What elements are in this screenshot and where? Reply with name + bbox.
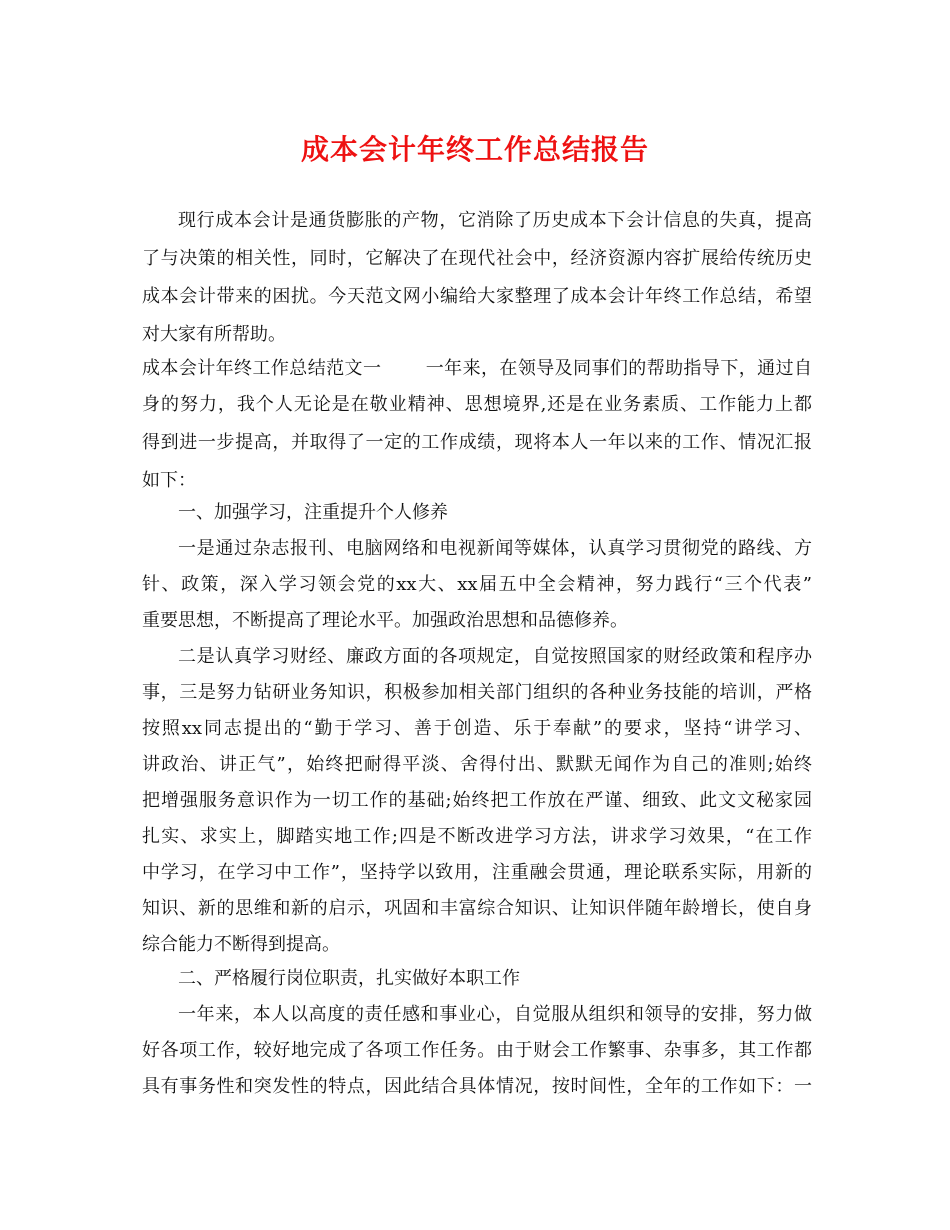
paragraph-line: 把增强服务意识作为一切工作的基础;始终把工作放在严谨、细致、此文文秘家园 <box>142 790 812 811</box>
paragraph-line: 对大家有所帮助。 <box>142 324 286 345</box>
paragraph-line: 得到进一步提高，并取得了一定的工作成绩，现将本人一年以来的工作、情况汇报 <box>142 432 812 453</box>
paragraph-line: 综合能力不断得到提高。 <box>142 934 340 955</box>
paragraph-line: 讲政治、讲正气”，始终把耐得平淡、舍得付出、默默无闻作为自己的准则;始终 <box>142 754 812 775</box>
paragraph-line: 现行成本会计是通货膨胀的产物，它消除了历史成本下会计信息的失真，提高 <box>178 210 812 231</box>
section-heading: 二、严格履行岗位职责，扎实做好本职工作 <box>178 968 520 989</box>
paragraph-line: 扎实、求实上，脚踏实地工作;四是不断改进学习方法，讲求学习效果，“在工作 <box>142 826 812 847</box>
paragraph-text: 一年来，在领导及同事们的帮助指导下，通过自 <box>425 358 812 379</box>
paragraph-line: 好各项工作，较好地完成了各项工作任务。由于财会工作繁事、杂事多，其工作都 <box>142 1040 812 1061</box>
paragraph-line: 按照xx同志提出的“勤于学习、善于创造、乐于奉献”的要求，坚持“讲学习、 <box>142 718 812 739</box>
paragraph-line: 具有事务性和突发性的特点，因此结合具体情况，按时间性，全年的工作如下：一 <box>142 1076 812 1097</box>
paragraph-line: 重要思想，不断提高了理论水平。加强政治思想和品德修养。 <box>142 610 628 631</box>
document-title: 成本会计年终工作总结报告 <box>300 133 649 166</box>
paragraph-line: 身的努力，我个人无论是在敬业精神、思想境界,还是在业务素质、工作能力上都 <box>142 394 812 415</box>
paragraph-line: 事，三是努力钻研业务知识，积极参加相关部门组织的各种业务技能的培训，严格 <box>142 682 812 703</box>
paragraph-line: 针、政策，深入学习领会党的xx大、xx届五中全会精神，努力践行“三个代表” <box>142 574 812 595</box>
paragraph-line: 成本会计带来的困扰。今天范文网小编给大家整理了成本会计年终工作总结，希望 <box>142 286 812 307</box>
paragraph-line <box>142 350 812 388</box>
paragraph-line: 中学习，在学习中工作”，坚持学以致用，注重融会贯通，理论联系实际，用新的 <box>142 862 812 883</box>
paragraph-line: 一年来，本人以高度的责任感和事业心，自觉服从组织和领导的安排，努力做 <box>178 1004 812 1025</box>
paragraph-line: 知识、新的思维和新的启示，巩固和丰富综合知识、让知识伴随年龄增长，使自身 <box>142 898 812 919</box>
paragraph-line: 二是认真学习财经、廉政方面的各项规定，自觉按照国家的财经政策和程序办 <box>178 646 812 667</box>
paragraph-line: 如下： <box>142 470 196 491</box>
section-heading: 一、加强学习，注重提升个人修养 <box>178 502 448 523</box>
paragraph-line: 了与决策的相关性，同时，它解决了在现代社会中，经济资源内容扩展给传统历史 <box>142 248 812 269</box>
section-heading: 成本会计年终工作总结范文一 <box>142 358 382 379</box>
paragraph-line: 一是通过杂志报刊、电脑网络和电视新闻等媒体，认真学习贯彻党的路线、方 <box>178 538 812 559</box>
